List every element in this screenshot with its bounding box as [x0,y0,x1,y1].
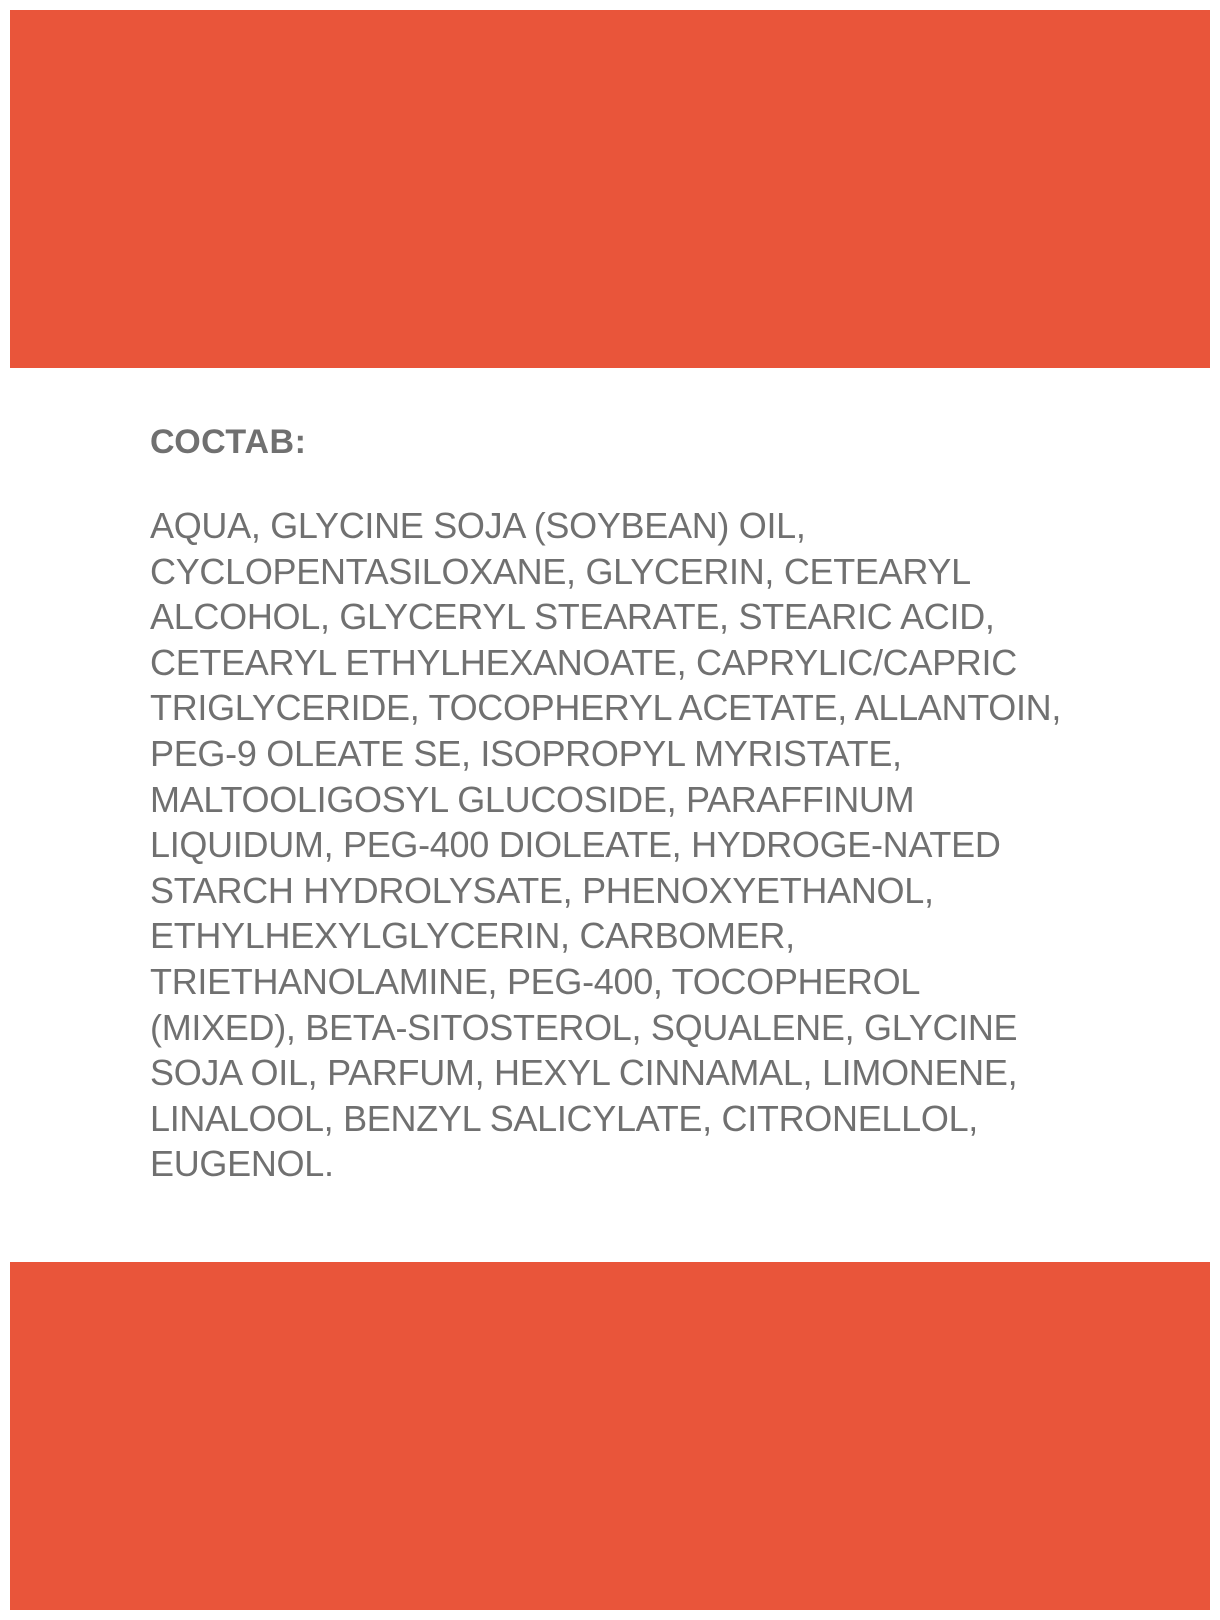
ingredient-line: PEG-9 OLEATE SE, ISOPROPYL MYRISTATE, [150,732,902,774]
ingredient-line: EUGENOL. [150,1143,334,1185]
ingredient-line: TRIETHANOLAMINE, PEG-400, TOCOPHEROL [150,960,921,1002]
ingredient-line: CYCLOPENTASILOXANE, GLYCERIN, CETEARYL [150,550,971,592]
ingredient-line: ETHYLHEXYLGLYCERIN, CARBOMER, [150,915,795,957]
composition-section [150,415,1062,1187]
bottom-color-band [10,1262,1210,1610]
ingredient-line: LIQUIDUM, PEG-400 DIOLEATE, HYDROGE-NATED [150,824,1001,866]
ingredient-line: TRIGLYCERIDE, TOCOPHERYL ACETATE, ALLANTOIN, [150,687,1062,729]
ingredient-line: SOJA OIL, PARFUM, HEXYL CINNAMAL, LIMONENE, [150,1052,1018,1094]
top-color-band [10,10,1210,368]
ingredient-line: MALTOOLIGOSYL GLUCOSIDE, PARAFFINUM [150,778,915,820]
ingredients-list [150,503,1062,1187]
ingredient-line: STARCH HYDROLYSATE, PHENOXYETHANOL, [150,869,934,911]
ingredient-line: ALCOHOL, GLYCERYL STEARATE, STEARIC ACID, [150,596,995,638]
composition-heading: СОСТАВ: [150,423,307,461]
ingredient-line: (MIXED), BETA-SITOSTEROL, SQUALENE, GLYCINE [150,1006,1018,1048]
ingredient-line: AQUA, GLYCINE SOJA (SOYBEAN) OIL, [150,505,806,546]
ingredient-line: CETEARYL ETHYLHEXANOATE, CAPRYLIC/CAPRIC [150,641,1017,683]
ingredient-line: LINALOOL, BENZYL SALICYLATE, CITRONELLOL, [150,1097,978,1139]
